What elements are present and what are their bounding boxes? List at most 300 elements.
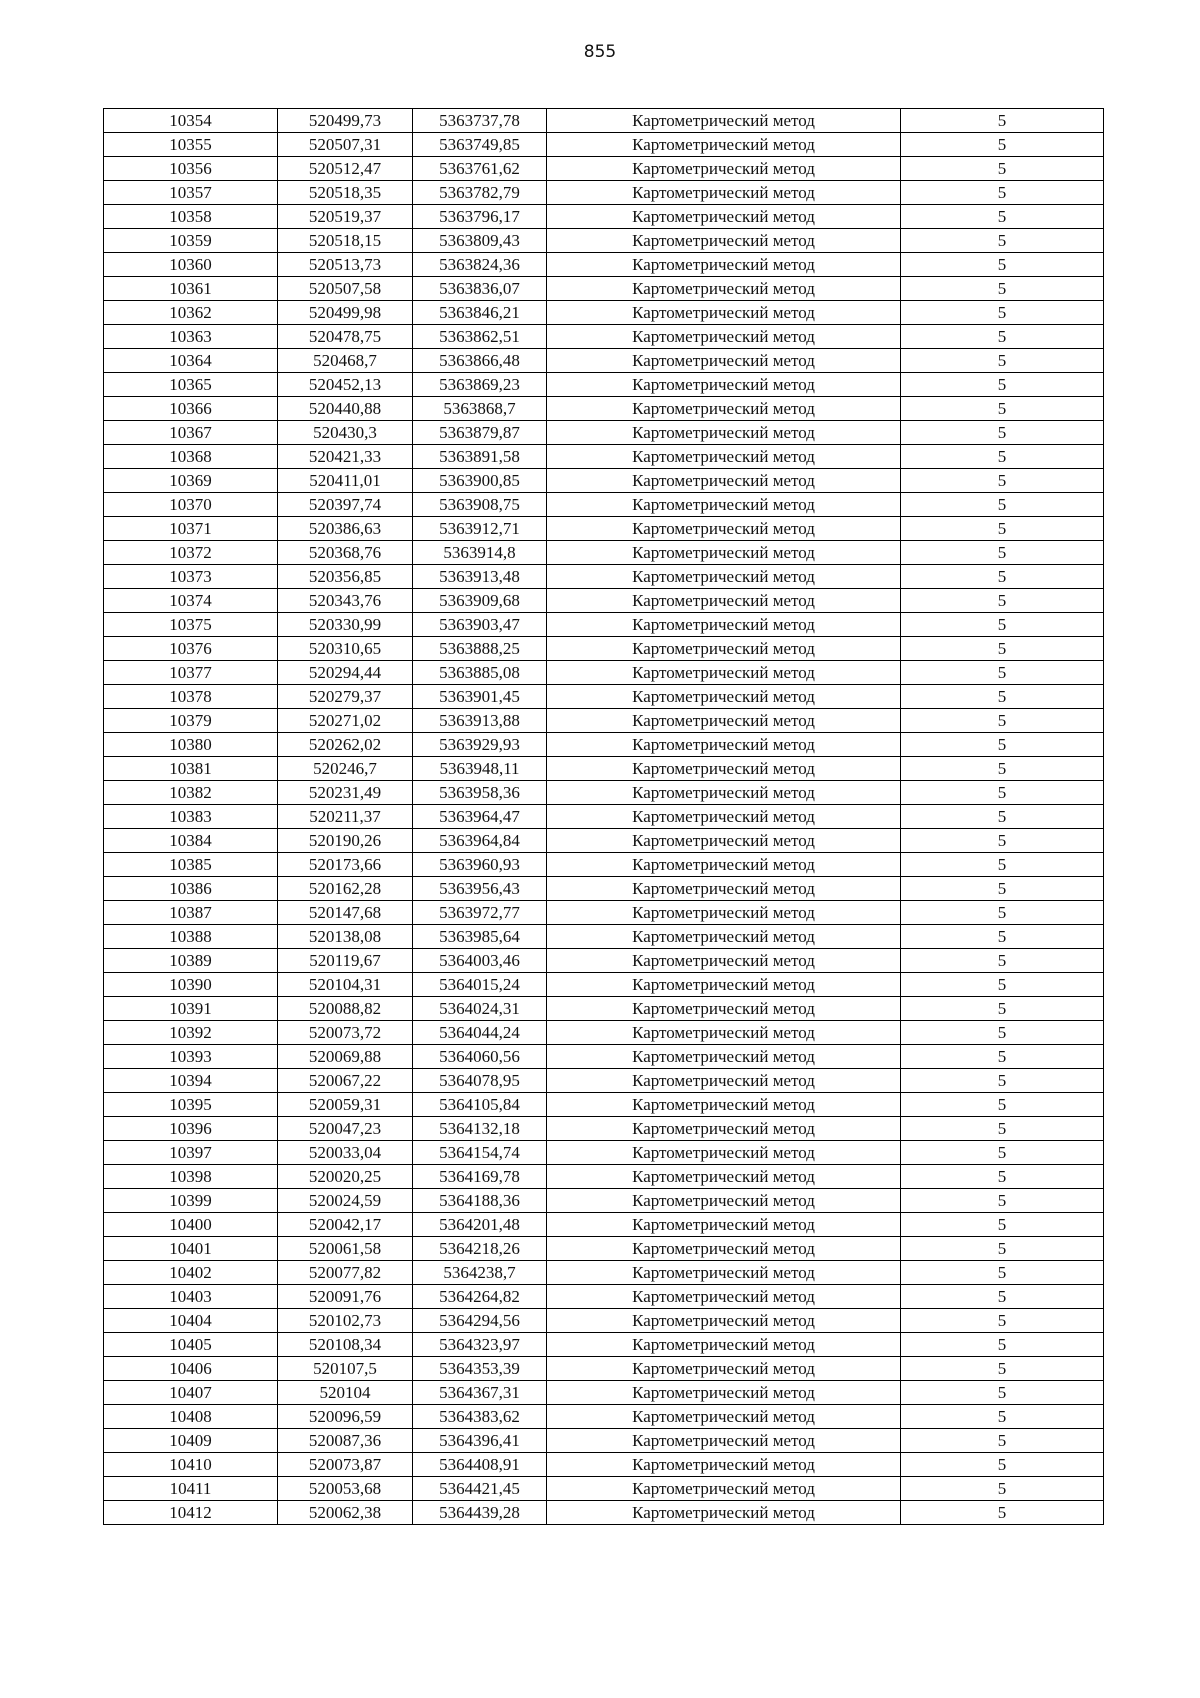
point-number-cell: 10391 bbox=[104, 997, 278, 1021]
y-coordinate-cell: 5363885,08 bbox=[413, 661, 547, 685]
x-coordinate-cell: 520119,67 bbox=[278, 949, 413, 973]
x-coordinate-cell: 520173,66 bbox=[278, 853, 413, 877]
accuracy-cell: 5 bbox=[901, 1141, 1104, 1165]
accuracy-cell: 5 bbox=[901, 277, 1104, 301]
table-row bbox=[104, 757, 1104, 781]
accuracy-cell: 5 bbox=[901, 733, 1104, 757]
accuracy-cell: 5 bbox=[901, 1117, 1104, 1141]
point-number-cell: 10369 bbox=[104, 469, 278, 493]
y-coordinate-cell: 5363782,79 bbox=[413, 181, 547, 205]
x-coordinate-cell: 520343,76 bbox=[278, 589, 413, 613]
table-row bbox=[104, 925, 1104, 949]
method-cell: Картометрический метод bbox=[547, 517, 901, 541]
x-coordinate-cell: 520069,88 bbox=[278, 1045, 413, 1069]
table-row bbox=[104, 1117, 1104, 1141]
table-row bbox=[104, 1261, 1104, 1285]
method-cell: Картометрический метод bbox=[547, 541, 901, 565]
method-cell: Картометрический метод bbox=[547, 685, 901, 709]
point-number-cell: 10410 bbox=[104, 1453, 278, 1477]
accuracy-cell: 5 bbox=[901, 757, 1104, 781]
method-cell: Картометрический метод bbox=[547, 1429, 901, 1453]
x-coordinate-cell: 520059,31 bbox=[278, 1093, 413, 1117]
point-number-cell: 10364 bbox=[104, 349, 278, 373]
x-coordinate-cell: 520513,73 bbox=[278, 253, 413, 277]
method-cell: Картометрический метод bbox=[547, 1141, 901, 1165]
x-coordinate-cell: 520310,65 bbox=[278, 637, 413, 661]
table-row bbox=[104, 1501, 1104, 1525]
y-coordinate-cell: 5364323,97 bbox=[413, 1333, 547, 1357]
table-row bbox=[104, 397, 1104, 421]
table-row bbox=[104, 1189, 1104, 1213]
point-number-cell: 10378 bbox=[104, 685, 278, 709]
x-coordinate-cell: 520077,82 bbox=[278, 1261, 413, 1285]
y-coordinate-cell: 5363948,11 bbox=[413, 757, 547, 781]
point-number-cell: 10366 bbox=[104, 397, 278, 421]
accuracy-cell: 5 bbox=[901, 949, 1104, 973]
x-coordinate-cell: 520440,88 bbox=[278, 397, 413, 421]
y-coordinate-cell: 5363888,25 bbox=[413, 637, 547, 661]
accuracy-cell: 5 bbox=[901, 925, 1104, 949]
accuracy-cell: 5 bbox=[901, 997, 1104, 1021]
method-cell: Картометрический метод bbox=[547, 589, 901, 613]
accuracy-cell: 5 bbox=[901, 541, 1104, 565]
y-coordinate-cell: 5364044,24 bbox=[413, 1021, 547, 1045]
method-cell: Картометрический метод bbox=[547, 205, 901, 229]
method-cell: Картометрический метод bbox=[547, 1069, 901, 1093]
table-row bbox=[104, 205, 1104, 229]
method-cell: Картометрический метод bbox=[547, 997, 901, 1021]
method-cell: Картометрический метод bbox=[547, 1477, 901, 1501]
table-row bbox=[104, 349, 1104, 373]
method-cell: Картометрический метод bbox=[547, 1285, 901, 1309]
y-coordinate-cell: 5363737,78 bbox=[413, 109, 547, 133]
accuracy-cell: 5 bbox=[901, 901, 1104, 925]
page-number: 855 bbox=[583, 42, 617, 62]
y-coordinate-cell: 5364218,26 bbox=[413, 1237, 547, 1261]
point-number-cell: 10389 bbox=[104, 949, 278, 973]
table-row bbox=[104, 709, 1104, 733]
method-cell: Картометрический метод bbox=[547, 253, 901, 277]
accuracy-cell: 5 bbox=[901, 973, 1104, 997]
y-coordinate-cell: 5364003,46 bbox=[413, 949, 547, 973]
table-row bbox=[104, 1309, 1104, 1333]
x-coordinate-cell: 520147,68 bbox=[278, 901, 413, 925]
y-coordinate-cell: 5363960,93 bbox=[413, 853, 547, 877]
accuracy-cell: 5 bbox=[901, 613, 1104, 637]
accuracy-cell: 5 bbox=[901, 781, 1104, 805]
table-row bbox=[104, 1453, 1104, 1477]
point-number-cell: 10377 bbox=[104, 661, 278, 685]
y-coordinate-cell: 5364132,18 bbox=[413, 1117, 547, 1141]
point-number-cell: 10405 bbox=[104, 1333, 278, 1357]
point-number-cell: 10412 bbox=[104, 1501, 278, 1525]
point-number-cell: 10371 bbox=[104, 517, 278, 541]
method-cell: Картометрический метод bbox=[547, 1357, 901, 1381]
x-coordinate-cell: 520088,82 bbox=[278, 997, 413, 1021]
x-coordinate-cell: 520330,99 bbox=[278, 613, 413, 637]
x-coordinate-cell: 520512,47 bbox=[278, 157, 413, 181]
method-cell: Картометрический метод bbox=[547, 949, 901, 973]
method-cell: Картометрический метод bbox=[547, 925, 901, 949]
y-coordinate-cell: 5363912,71 bbox=[413, 517, 547, 541]
x-coordinate-cell: 520368,76 bbox=[278, 541, 413, 565]
x-coordinate-cell: 520397,74 bbox=[278, 493, 413, 517]
accuracy-cell: 5 bbox=[901, 637, 1104, 661]
accuracy-cell: 5 bbox=[901, 1045, 1104, 1069]
accuracy-cell: 5 bbox=[901, 1501, 1104, 1525]
point-number-cell: 10402 bbox=[104, 1261, 278, 1285]
x-coordinate-cell: 520042,17 bbox=[278, 1213, 413, 1237]
point-number-cell: 10390 bbox=[104, 973, 278, 997]
method-cell: Картометрический метод bbox=[547, 973, 901, 997]
y-coordinate-cell: 5363846,21 bbox=[413, 301, 547, 325]
method-cell: Картометрический метод bbox=[547, 133, 901, 157]
accuracy-cell: 5 bbox=[901, 661, 1104, 685]
table-row bbox=[104, 589, 1104, 613]
table-row bbox=[104, 829, 1104, 853]
x-coordinate-cell: 520020,25 bbox=[278, 1165, 413, 1189]
x-coordinate-cell: 520262,02 bbox=[278, 733, 413, 757]
y-coordinate-cell: 5363879,87 bbox=[413, 421, 547, 445]
y-coordinate-cell: 5364024,31 bbox=[413, 997, 547, 1021]
y-coordinate-cell: 5363985,64 bbox=[413, 925, 547, 949]
y-coordinate-cell: 5364294,56 bbox=[413, 1309, 547, 1333]
y-coordinate-cell: 5363913,88 bbox=[413, 709, 547, 733]
point-number-cell: 10363 bbox=[104, 325, 278, 349]
accuracy-cell: 5 bbox=[901, 493, 1104, 517]
point-number-cell: 10397 bbox=[104, 1141, 278, 1165]
x-coordinate-cell: 520271,02 bbox=[278, 709, 413, 733]
table-row bbox=[104, 1333, 1104, 1357]
x-coordinate-cell: 520246,7 bbox=[278, 757, 413, 781]
y-coordinate-cell: 5364238,7 bbox=[413, 1261, 547, 1285]
method-cell: Картометрический метод bbox=[547, 181, 901, 205]
x-coordinate-cell: 520047,23 bbox=[278, 1117, 413, 1141]
table-row bbox=[104, 1285, 1104, 1309]
accuracy-cell: 5 bbox=[901, 829, 1104, 853]
y-coordinate-cell: 5364367,31 bbox=[413, 1381, 547, 1405]
table-row bbox=[104, 469, 1104, 493]
method-cell: Картометрический метод bbox=[547, 1021, 901, 1045]
accuracy-cell: 5 bbox=[901, 1477, 1104, 1501]
accuracy-cell: 5 bbox=[901, 1261, 1104, 1285]
accuracy-cell: 5 bbox=[901, 1069, 1104, 1093]
table-row bbox=[104, 1093, 1104, 1117]
table-row bbox=[104, 637, 1104, 661]
accuracy-cell: 5 bbox=[901, 589, 1104, 613]
accuracy-cell: 5 bbox=[901, 325, 1104, 349]
table-row bbox=[104, 733, 1104, 757]
x-coordinate-cell: 520190,26 bbox=[278, 829, 413, 853]
point-number-cell: 10406 bbox=[104, 1357, 278, 1381]
method-cell: Картометрический метод bbox=[547, 1261, 901, 1285]
point-number-cell: 10381 bbox=[104, 757, 278, 781]
table-row bbox=[104, 997, 1104, 1021]
point-number-cell: 10376 bbox=[104, 637, 278, 661]
accuracy-cell: 5 bbox=[901, 1021, 1104, 1045]
y-coordinate-cell: 5363809,43 bbox=[413, 229, 547, 253]
y-coordinate-cell: 5364408,91 bbox=[413, 1453, 547, 1477]
method-cell: Картометрический метод bbox=[547, 805, 901, 829]
table-row bbox=[104, 1141, 1104, 1165]
table-row bbox=[104, 661, 1104, 685]
y-coordinate-cell: 5363909,68 bbox=[413, 589, 547, 613]
y-coordinate-cell: 5364353,39 bbox=[413, 1357, 547, 1381]
point-number-cell: 10355 bbox=[104, 133, 278, 157]
accuracy-cell: 5 bbox=[901, 205, 1104, 229]
point-number-cell: 10411 bbox=[104, 1477, 278, 1501]
accuracy-cell: 5 bbox=[901, 421, 1104, 445]
point-number-cell: 10356 bbox=[104, 157, 278, 181]
table-row bbox=[104, 109, 1104, 133]
method-cell: Картометрический метод bbox=[547, 109, 901, 133]
x-coordinate-cell: 520067,22 bbox=[278, 1069, 413, 1093]
accuracy-cell: 5 bbox=[901, 445, 1104, 469]
point-number-cell: 10395 bbox=[104, 1093, 278, 1117]
method-cell: Картометрический метод bbox=[547, 1165, 901, 1189]
y-coordinate-cell: 5363958,36 bbox=[413, 781, 547, 805]
table-row bbox=[104, 445, 1104, 469]
x-coordinate-cell: 520411,01 bbox=[278, 469, 413, 493]
point-number-cell: 10373 bbox=[104, 565, 278, 589]
table-row bbox=[104, 1021, 1104, 1045]
y-coordinate-cell: 5363964,84 bbox=[413, 829, 547, 853]
accuracy-cell: 5 bbox=[901, 181, 1104, 205]
method-cell: Картометрический метод bbox=[547, 1237, 901, 1261]
accuracy-cell: 5 bbox=[901, 1237, 1104, 1261]
x-coordinate-cell: 520162,28 bbox=[278, 877, 413, 901]
method-cell: Картометрический метод bbox=[547, 157, 901, 181]
point-number-cell: 10354 bbox=[104, 109, 278, 133]
method-cell: Картометрический метод bbox=[547, 637, 901, 661]
point-number-cell: 10388 bbox=[104, 925, 278, 949]
table-row bbox=[104, 781, 1104, 805]
y-coordinate-cell: 5363868,7 bbox=[413, 397, 547, 421]
accuracy-cell: 5 bbox=[901, 349, 1104, 373]
method-cell: Картометрический метод bbox=[547, 1453, 901, 1477]
point-number-cell: 10362 bbox=[104, 301, 278, 325]
table-row bbox=[104, 253, 1104, 277]
method-cell: Картометрический метод bbox=[547, 829, 901, 853]
accuracy-cell: 5 bbox=[901, 1381, 1104, 1405]
y-coordinate-cell: 5364015,24 bbox=[413, 973, 547, 997]
method-cell: Картометрический метод bbox=[547, 1405, 901, 1429]
point-number-cell: 10365 bbox=[104, 373, 278, 397]
method-cell: Картометрический метод bbox=[547, 229, 901, 253]
y-coordinate-cell: 5363900,85 bbox=[413, 469, 547, 493]
method-cell: Картометрический метод bbox=[547, 1093, 901, 1117]
point-number-cell: 10401 bbox=[104, 1237, 278, 1261]
point-number-cell: 10379 bbox=[104, 709, 278, 733]
point-number-cell: 10385 bbox=[104, 853, 278, 877]
y-coordinate-cell: 5364060,56 bbox=[413, 1045, 547, 1069]
accuracy-cell: 5 bbox=[901, 1093, 1104, 1117]
x-coordinate-cell: 520421,33 bbox=[278, 445, 413, 469]
method-cell: Картометрический метод bbox=[547, 709, 901, 733]
coordinates-table-body bbox=[104, 109, 1104, 1525]
x-coordinate-cell: 520104,31 bbox=[278, 973, 413, 997]
x-coordinate-cell: 520061,58 bbox=[278, 1237, 413, 1261]
y-coordinate-cell: 5363964,47 bbox=[413, 805, 547, 829]
table-row bbox=[104, 1045, 1104, 1069]
y-coordinate-cell: 5363749,85 bbox=[413, 133, 547, 157]
method-cell: Картометрический метод bbox=[547, 1189, 901, 1213]
table-row bbox=[104, 805, 1104, 829]
table-row bbox=[104, 373, 1104, 397]
method-cell: Картометрический метод bbox=[547, 661, 901, 685]
y-coordinate-cell: 5363866,48 bbox=[413, 349, 547, 373]
y-coordinate-cell: 5363824,36 bbox=[413, 253, 547, 277]
point-number-cell: 10393 bbox=[104, 1045, 278, 1069]
point-number-cell: 10398 bbox=[104, 1165, 278, 1189]
y-coordinate-cell: 5364188,36 bbox=[413, 1189, 547, 1213]
table-row bbox=[104, 1429, 1104, 1453]
method-cell: Картометрический метод bbox=[547, 445, 901, 469]
accuracy-cell: 5 bbox=[901, 397, 1104, 421]
method-cell: Картометрический метод bbox=[547, 349, 901, 373]
accuracy-cell: 5 bbox=[901, 1285, 1104, 1309]
accuracy-cell: 5 bbox=[901, 253, 1104, 277]
method-cell: Картометрический метод bbox=[547, 397, 901, 421]
method-cell: Картометрический метод bbox=[547, 901, 901, 925]
point-number-cell: 10394 bbox=[104, 1069, 278, 1093]
x-coordinate-cell: 520091,76 bbox=[278, 1285, 413, 1309]
y-coordinate-cell: 5363901,45 bbox=[413, 685, 547, 709]
point-number-cell: 10370 bbox=[104, 493, 278, 517]
table-row bbox=[104, 1213, 1104, 1237]
table-row bbox=[104, 685, 1104, 709]
method-cell: Картометрический метод bbox=[547, 781, 901, 805]
x-coordinate-cell: 520033,04 bbox=[278, 1141, 413, 1165]
method-cell: Картометрический метод bbox=[547, 757, 901, 781]
accuracy-cell: 5 bbox=[901, 517, 1104, 541]
x-coordinate-cell: 520108,34 bbox=[278, 1333, 413, 1357]
accuracy-cell: 5 bbox=[901, 1333, 1104, 1357]
point-number-cell: 10407 bbox=[104, 1381, 278, 1405]
table-row bbox=[104, 949, 1104, 973]
table-row bbox=[104, 1069, 1104, 1093]
point-number-cell: 10360 bbox=[104, 253, 278, 277]
point-number-cell: 10409 bbox=[104, 1429, 278, 1453]
accuracy-cell: 5 bbox=[901, 133, 1104, 157]
point-number-cell: 10368 bbox=[104, 445, 278, 469]
accuracy-cell: 5 bbox=[901, 1309, 1104, 1333]
x-coordinate-cell: 520386,63 bbox=[278, 517, 413, 541]
method-cell: Картометрический метод bbox=[547, 877, 901, 901]
x-coordinate-cell: 520053,68 bbox=[278, 1477, 413, 1501]
y-coordinate-cell: 5363929,93 bbox=[413, 733, 547, 757]
y-coordinate-cell: 5364169,78 bbox=[413, 1165, 547, 1189]
y-coordinate-cell: 5364421,45 bbox=[413, 1477, 547, 1501]
x-coordinate-cell: 520096,59 bbox=[278, 1405, 413, 1429]
table-row bbox=[104, 181, 1104, 205]
y-coordinate-cell: 5363956,43 bbox=[413, 877, 547, 901]
point-number-cell: 10386 bbox=[104, 877, 278, 901]
x-coordinate-cell: 520430,3 bbox=[278, 421, 413, 445]
table-row bbox=[104, 1237, 1104, 1261]
x-coordinate-cell: 520104 bbox=[278, 1381, 413, 1405]
point-number-cell: 10396 bbox=[104, 1117, 278, 1141]
table-row bbox=[104, 325, 1104, 349]
table-row bbox=[104, 133, 1104, 157]
x-coordinate-cell: 520138,08 bbox=[278, 925, 413, 949]
method-cell: Картометрический метод bbox=[547, 1213, 901, 1237]
y-coordinate-cell: 5364396,41 bbox=[413, 1429, 547, 1453]
accuracy-cell: 5 bbox=[901, 1357, 1104, 1381]
y-coordinate-cell: 5364078,95 bbox=[413, 1069, 547, 1093]
y-coordinate-cell: 5363891,58 bbox=[413, 445, 547, 469]
accuracy-cell: 5 bbox=[901, 1405, 1104, 1429]
accuracy-cell: 5 bbox=[901, 157, 1104, 181]
y-coordinate-cell: 5363908,75 bbox=[413, 493, 547, 517]
table-row bbox=[104, 613, 1104, 637]
point-number-cell: 10358 bbox=[104, 205, 278, 229]
point-number-cell: 10399 bbox=[104, 1189, 278, 1213]
accuracy-cell: 5 bbox=[901, 373, 1104, 397]
table-row bbox=[104, 301, 1104, 325]
point-number-cell: 10408 bbox=[104, 1405, 278, 1429]
accuracy-cell: 5 bbox=[901, 565, 1104, 589]
point-number-cell: 10375 bbox=[104, 613, 278, 637]
x-coordinate-cell: 520087,36 bbox=[278, 1429, 413, 1453]
table-row bbox=[104, 877, 1104, 901]
accuracy-cell: 5 bbox=[901, 685, 1104, 709]
x-coordinate-cell: 520519,37 bbox=[278, 205, 413, 229]
point-number-cell: 10357 bbox=[104, 181, 278, 205]
method-cell: Картометрический метод bbox=[547, 1045, 901, 1069]
y-coordinate-cell: 5363796,17 bbox=[413, 205, 547, 229]
point-number-cell: 10383 bbox=[104, 805, 278, 829]
y-coordinate-cell: 5363913,48 bbox=[413, 565, 547, 589]
accuracy-cell: 5 bbox=[901, 1165, 1104, 1189]
table-row bbox=[104, 421, 1104, 445]
x-coordinate-cell: 520478,75 bbox=[278, 325, 413, 349]
x-coordinate-cell: 520518,15 bbox=[278, 229, 413, 253]
table-row bbox=[104, 973, 1104, 997]
y-coordinate-cell: 5364201,48 bbox=[413, 1213, 547, 1237]
point-number-cell: 10404 bbox=[104, 1309, 278, 1333]
accuracy-cell: 5 bbox=[901, 877, 1104, 901]
method-cell: Картометрический метод bbox=[547, 325, 901, 349]
accuracy-cell: 5 bbox=[901, 805, 1104, 829]
method-cell: Картометрический метод bbox=[547, 565, 901, 589]
accuracy-cell: 5 bbox=[901, 1453, 1104, 1477]
table-row bbox=[104, 517, 1104, 541]
x-coordinate-cell: 520231,49 bbox=[278, 781, 413, 805]
x-coordinate-cell: 520499,73 bbox=[278, 109, 413, 133]
table-row bbox=[104, 853, 1104, 877]
coordinates-table bbox=[103, 108, 1104, 1525]
method-cell: Картометрический метод bbox=[547, 853, 901, 877]
point-number-cell: 10361 bbox=[104, 277, 278, 301]
method-cell: Картометрический метод bbox=[547, 469, 901, 493]
x-coordinate-cell: 520062,38 bbox=[278, 1501, 413, 1525]
y-coordinate-cell: 5363972,77 bbox=[413, 901, 547, 925]
y-coordinate-cell: 5364105,84 bbox=[413, 1093, 547, 1117]
accuracy-cell: 5 bbox=[901, 853, 1104, 877]
y-coordinate-cell: 5363761,62 bbox=[413, 157, 547, 181]
y-coordinate-cell: 5363869,23 bbox=[413, 373, 547, 397]
point-number-cell: 10374 bbox=[104, 589, 278, 613]
y-coordinate-cell: 5363903,47 bbox=[413, 613, 547, 637]
x-coordinate-cell: 520211,37 bbox=[278, 805, 413, 829]
x-coordinate-cell: 520102,73 bbox=[278, 1309, 413, 1333]
y-coordinate-cell: 5363862,51 bbox=[413, 325, 547, 349]
x-coordinate-cell: 520356,85 bbox=[278, 565, 413, 589]
x-coordinate-cell: 520024,59 bbox=[278, 1189, 413, 1213]
table-row bbox=[104, 229, 1104, 253]
point-number-cell: 10387 bbox=[104, 901, 278, 925]
